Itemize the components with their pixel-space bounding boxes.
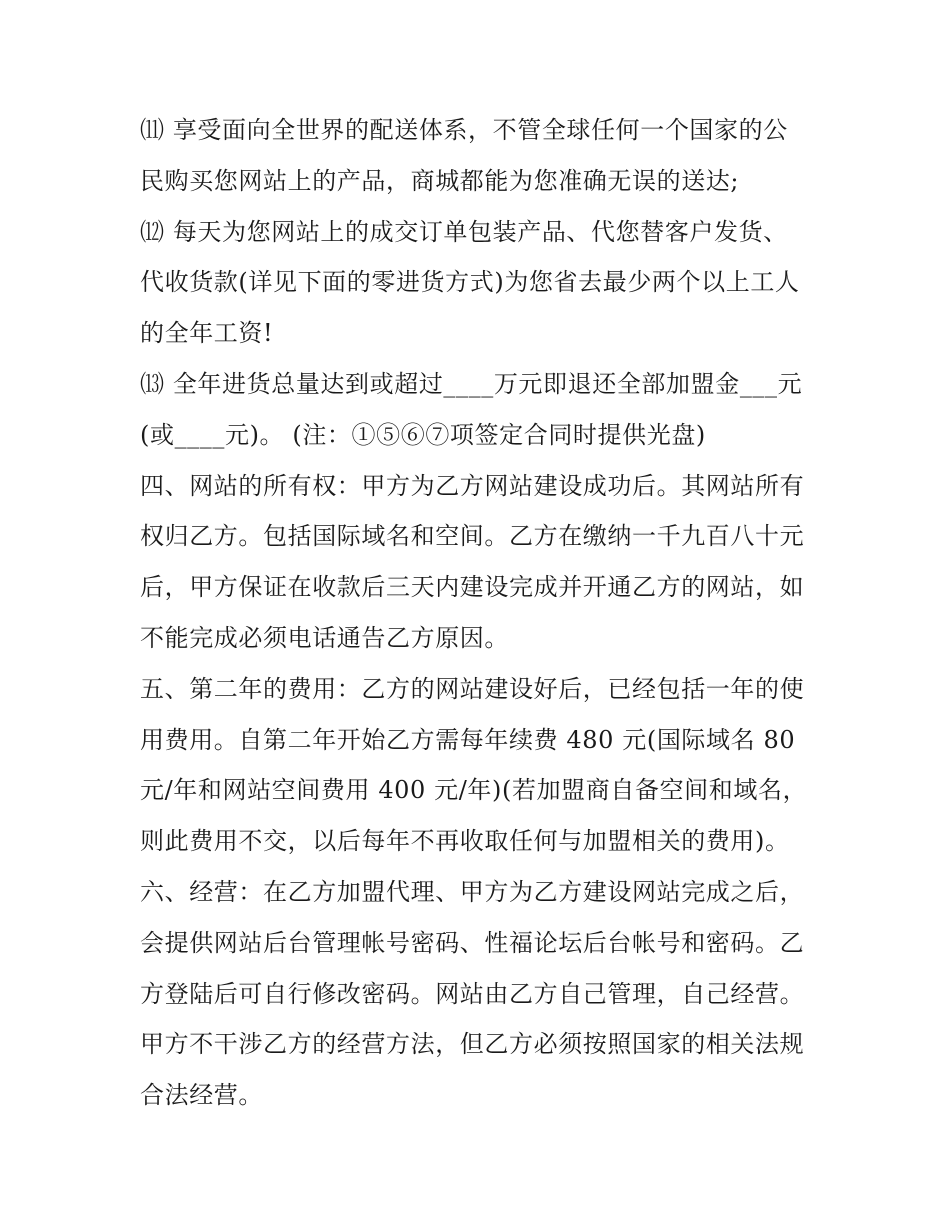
text-line-2: 民购买您网站上的产品，商城都能为您准确无误的送达;	[140, 166, 740, 195]
text-line-10: 后，甲方保证在收款后三天内建设完成并开通乙方的网站，如	[140, 573, 805, 602]
text-line-19: 甲方不干涉乙方的经营方法，但乙方必须按照国家的相关法规	[140, 1030, 805, 1059]
text-line-5: 的全年工资!	[140, 319, 274, 348]
text-line-14: 元/年和网站空间费用 400 元/年)(若加盟商自备空间和域名，	[140, 776, 808, 805]
text-line-4: 代收货款(详见下面的零进货方式)为您省去最少两个以上工人	[140, 268, 800, 297]
text-line-13: 用费用。自第二年开始乙方需每年续费 480 元(国际域名 80	[140, 725, 796, 754]
text-line-6: ⒀ 全年进货总量达到或超过____万元即退还全部加盟金___元	[140, 369, 803, 398]
text-line-7: (或____元)。 (注：①⑤⑥⑦项签定合同时提供光盘)	[140, 420, 706, 449]
text-line-11: 不能完成必须电话通告乙方原因。	[140, 623, 509, 652]
text-line-1: ⑾ 享受面向全世界的配送体系，不管全球任何一个国家的公	[140, 116, 788, 144]
text-line-8: 四、网站的所有权：甲方为乙方网站建设成功后。其网站所有	[140, 471, 805, 500]
text-line-16: 六、经营：在乙方加盟代理、甲方为乙方建设网站完成之后，	[140, 877, 805, 906]
text-line-15: 则此费用不交，以后每年不再收取任何与加盟相关的费用)。	[140, 827, 790, 856]
text-line-17: 会提供网站后台管理帐号密码、性福论坛后台帐号和密码。乙	[140, 928, 805, 957]
text-line-12: 五、第二年的费用：乙方的网站建设好后，已经包括一年的使	[140, 674, 805, 703]
text-line-3: ⑿ 每天为您网站上的成交订单包装产品、代您替客户发货、	[140, 217, 788, 246]
document-body	[140, 105, 820, 1121]
text-line-18: 方登陆后可自行修改密码。网站由乙方自己管理，自己经营。	[140, 979, 805, 1008]
text-line-20: 合法经营。	[140, 1081, 263, 1110]
text-line-9: 权归乙方。包括国际域名和空间。乙方在缴纳一千九百八十元	[140, 522, 805, 551]
